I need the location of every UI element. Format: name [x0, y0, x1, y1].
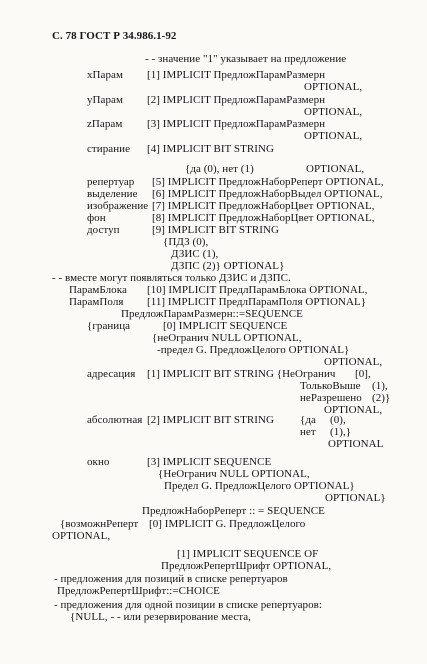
- text-line: [3] IMPLICIT SEQUENCE: [147, 456, 272, 468]
- text-line: OPTIONAL,: [52, 530, 111, 542]
- text-line: (0),: [330, 414, 346, 426]
- text-line: репертуар: [87, 176, 135, 188]
- text-line: {граница: [87, 320, 131, 332]
- text-line: - - значение "1" указывает на предложение: [145, 53, 347, 65]
- text-line: - - вместе могут появляться только ДЗИС и ДЗПС.: [52, 272, 291, 284]
- text-line: ПарамБлока: [69, 284, 127, 296]
- text-line: [3] IMPLICIT ПредложПарамРазмерн: [147, 118, 326, 130]
- text-line: OPTIONAL: [328, 438, 384, 450]
- text-line: OPTIONAL,: [304, 106, 363, 118]
- text-line: OPTIONAL,: [324, 404, 383, 416]
- text-line: zПарам: [87, 118, 123, 130]
- text-line: [10] IMPLICIT ПредлПарамБлока OPTIONAL,: [147, 284, 368, 296]
- text-line: (2)}: [372, 392, 391, 404]
- text-line: {NULL, - - или резервирование места,: [70, 611, 251, 623]
- text-line: ПарамПоля: [69, 296, 124, 308]
- text-line: {ПДЗ (0),: [163, 236, 209, 248]
- text-line: ПредложПарамРазмерн::=SEQUENCE: [121, 308, 303, 320]
- text-line: OPTIONAL,: [304, 130, 363, 142]
- text-line: фон: [87, 212, 106, 224]
- text-line: (1),: [372, 380, 388, 392]
- text-line: уПарам: [87, 94, 123, 106]
- text-line: [1] IMPLICIT BIT STRING {НеОгранич: [147, 368, 336, 380]
- text-line: выделение: [87, 188, 138, 200]
- text-line: изображение: [87, 200, 149, 212]
- text-line: {НеОгранич NULL OPTIONAL,: [158, 468, 310, 480]
- text-line: [6] IMPLICIT ПредложНаборВыдел OPTIONAL,: [152, 188, 383, 200]
- text-line: неРазрешено: [300, 392, 362, 404]
- text-line: нет: [300, 426, 316, 438]
- text-line: ПредложРепертШрифт::=CHOICE: [57, 585, 220, 597]
- text-line: ДЗПС (2)} OPTIONAL}: [171, 260, 285, 272]
- text-line: ПредложРепертШрифт OPTIONAL,: [161, 560, 332, 572]
- text-line: OPTIONAL,: [304, 81, 363, 93]
- text-line: -предел G. ПредложЦелого OPTIONAL}: [157, 344, 350, 356]
- text-line: OPTIONAL,: [324, 356, 383, 368]
- text-line: ТолькоВыше: [300, 380, 361, 392]
- text-line: - предложения для одной позиции в списке репертуаров:: [54, 599, 322, 611]
- text-line: [2] IMPLICIT BIT STRING: [147, 414, 274, 426]
- text-line: {да: [300, 414, 316, 426]
- text-line: хПарам: [87, 69, 123, 81]
- text-line: OPTIONAL}: [325, 492, 386, 504]
- text-line: {неОгранич NULL OPTIONAL,: [152, 332, 302, 344]
- text-line: [2] IMPLICIT ПредложПарамРазмерн: [147, 94, 326, 106]
- page-header: С. 78 ГОСТ Р 34.986.1-92: [52, 30, 177, 42]
- text-line: {возможнРеперт: [60, 518, 139, 530]
- text-line: [9] IMPLICIT BIT STRING: [152, 224, 279, 236]
- text-line: Предел G. ПредложЦелого OPTIONAL}: [164, 480, 355, 492]
- text-line: [1] IMPLICIT SEQUENCE OF: [177, 548, 319, 560]
- text-line: [11] IMPLICIT ПредлПарамПоля OPTIONAL}: [147, 296, 367, 308]
- text-line: ПредложНаборРеперт :: = SEQUENCE: [142, 505, 325, 517]
- text-line: - предложения для позиций в списке репертуаров: [54, 573, 288, 585]
- text-line: (1),}: [330, 426, 352, 438]
- text-line: [0] IMPLICIT G. ПредложЦелого: [149, 518, 306, 530]
- text-line: окно: [87, 456, 110, 468]
- text-line: [0],: [355, 368, 371, 380]
- text-line: [0] IMPLICIT SEQUENCE: [163, 320, 288, 332]
- text-line: [7] IMPLICIT ПредложНаборЦвет OPTIONAL,: [152, 200, 375, 212]
- text-line: адресация: [87, 368, 136, 380]
- text-line: [5] IMPLICIT ПредложНаборРеперт OPTIONAL,: [152, 176, 384, 188]
- text-line: {да (0), нет (1): [185, 163, 254, 175]
- text-line: ДЗИС (1),: [171, 248, 219, 260]
- text-line: стирание: [87, 143, 131, 155]
- text-line: абсолютная: [87, 414, 143, 426]
- text-line: [8] IMPLICIT ПредложНаборЦвет OPTIONAL,: [152, 212, 375, 224]
- text-line: доступ: [87, 224, 120, 236]
- text-line: [1] IMPLICIT ПредложПарамРазмерн: [147, 69, 326, 81]
- text-line: [4] IMPLICIT BIT STRING: [147, 143, 274, 155]
- text-line: OPTIONAL,: [306, 163, 365, 175]
